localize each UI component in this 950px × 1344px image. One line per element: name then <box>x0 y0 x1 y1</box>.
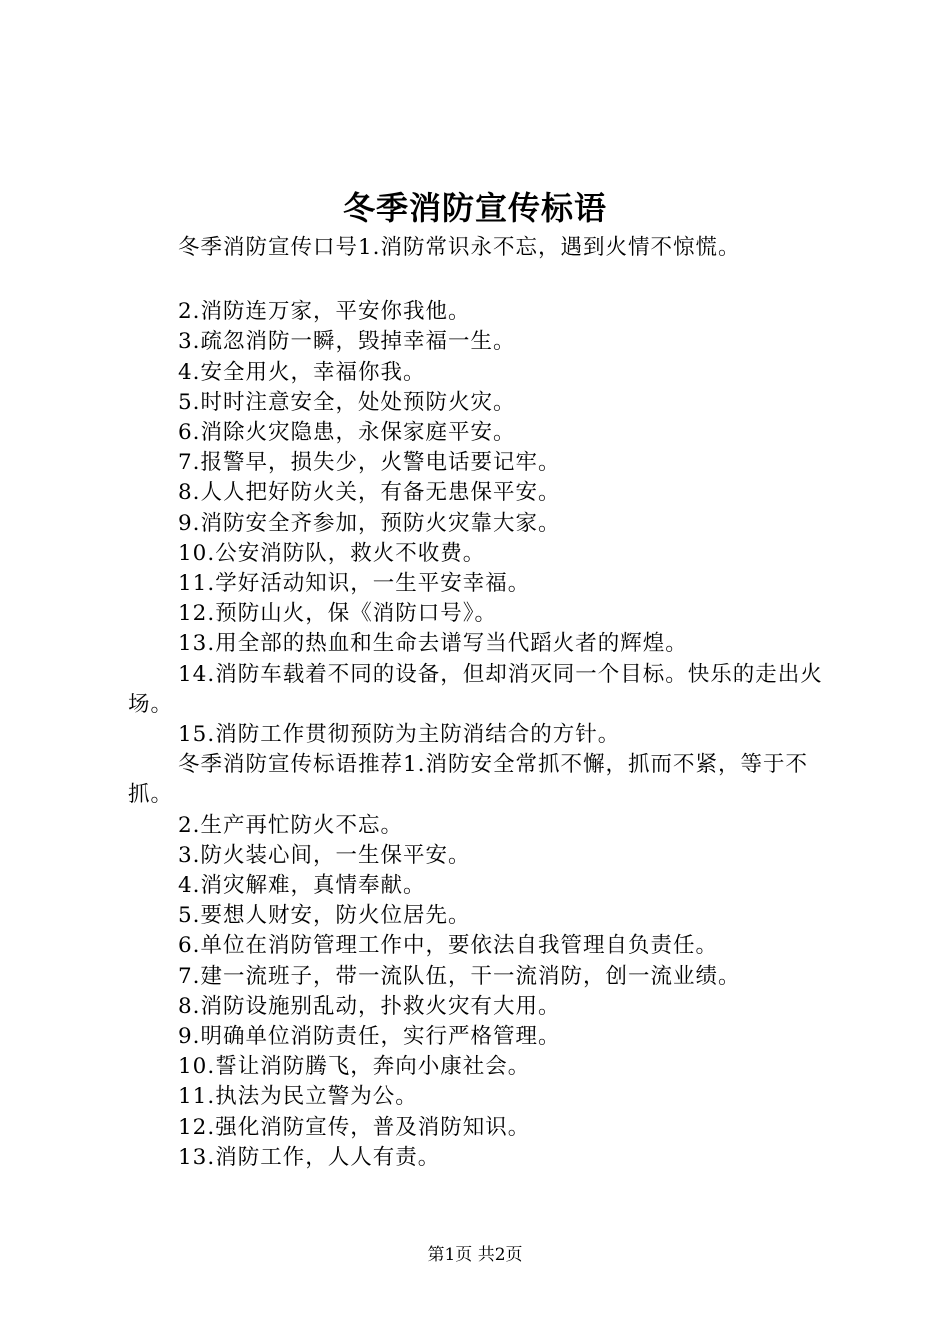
slogan-item: 7.建一流班子，带一流队伍，干一流消防，创一流业绩。 <box>178 963 741 989</box>
slogan-item: 5.要想人财安，防火位居先。 <box>178 903 471 929</box>
slogan-item: 11.执法为民立警为公。 <box>178 1084 418 1110</box>
slogan-item: 15.消防工作贯彻预防为主防消结合的方针。 <box>178 722 621 748</box>
slogan-item: 8.消防设施别乱动，扑救火灾有大用。 <box>178 993 561 1019</box>
slogan-item: 6.单位在消防管理工作中，要依法自我管理自负责任。 <box>178 933 719 959</box>
slogan-item: 2.生产再忙防火不忘。 <box>178 812 404 838</box>
slogan-item: 6.消除火灾隐患，永保家庭平安。 <box>178 420 516 446</box>
slogan-item: 9.消防安全齐参加，预防火灾靠大家。 <box>178 510 561 536</box>
section2-intro: 冬季消防宣传标语推荐1.消防安全常抓不懈，抓而不紧，等于不抓。 <box>128 752 809 808</box>
slogan-item: 3.防火装心间，一生保平安。 <box>178 842 471 868</box>
slogan-item: 8.人人把好防火关，有备无患保平安。 <box>178 480 561 506</box>
slogan-item: 12.预防山火，保《消防口号》。 <box>178 601 497 627</box>
slogan-item: 10.誓让消防腾飞，奔向小康社会。 <box>178 1054 531 1080</box>
slogan-item: 2.消防连万家，平安你我他。 <box>178 299 471 325</box>
slogan-item: 5.时时注意安全，处处预防火灾。 <box>178 389 516 415</box>
document-body <box>128 233 836 1173</box>
section1-intro: 冬季消防宣传口号1.消防常识永不忘，遇到火情不惊慌。 <box>178 235 741 260</box>
slogan-item: 9.明确单位消防责任，实行严格管理。 <box>178 1024 561 1050</box>
slogan-item: 14.消防车载着不同的设备，但却消灭同一个目标。快乐的走出火场。 <box>128 661 823 717</box>
slogan-item: 11.学好活动知识，一生平安幸福。 <box>178 571 531 597</box>
slogan-item: 13.用全部的热血和生命去谱写当代蹈火者的辉煌。 <box>178 631 688 657</box>
slogan-item: 7.报警早，损失少，火警电话要记牢。 <box>178 450 561 476</box>
slogan-item: 12.强化消防宣传，普及消防知识。 <box>178 1114 531 1140</box>
document-title: 冬季消防宣传标语 <box>342 189 607 227</box>
slogan-item: 3.疏忽消防一瞬，毁掉幸福一生。 <box>178 329 516 355</box>
page-number-footer: 第1页 共2页 <box>427 1245 523 1265</box>
slogan-item: 13.消防工作，人人有责。 <box>178 1144 441 1170</box>
slogan-item: 10.公安消防队，救火不收费。 <box>178 540 486 566</box>
slogan-item: 4.安全用火，幸福你我。 <box>178 359 426 385</box>
slogan-item: 4.消灾解难，真情奉献。 <box>178 873 426 899</box>
